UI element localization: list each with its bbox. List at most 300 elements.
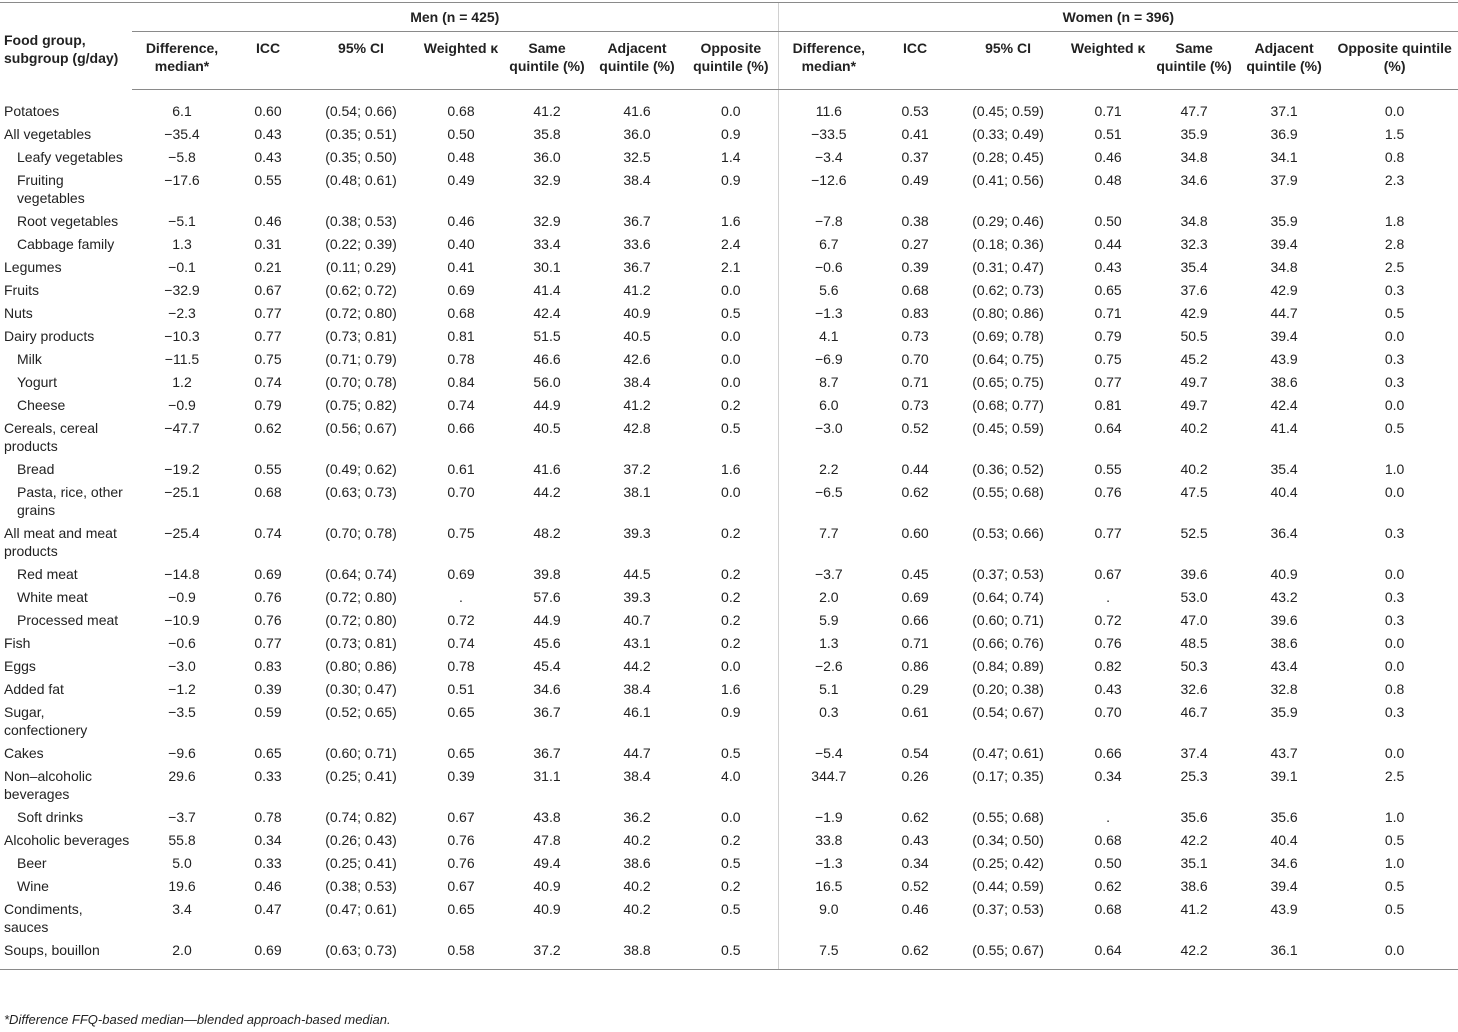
women-value-cell: (0.34; 0.50) bbox=[972, 832, 1044, 848]
women-value-cell: 41.2 bbox=[1180, 901, 1208, 917]
food-group-name: Milk bbox=[17, 351, 42, 367]
men-value-cell: (0.64; 0.74) bbox=[325, 566, 397, 582]
women-value-cell: 43.2 bbox=[1270, 589, 1298, 605]
men-value-cell: 0.69 bbox=[447, 282, 475, 298]
women-value-cell: (0.44; 0.59) bbox=[972, 878, 1044, 894]
women-value-cell: 42.9 bbox=[1270, 282, 1298, 298]
women-col-header-3: 95% CI bbox=[951, 32, 1065, 90]
women-value-cell: 0.8 bbox=[1384, 149, 1405, 165]
men-value-cell: 0.46 bbox=[447, 213, 475, 229]
women-value-cell: (0.64; 0.74) bbox=[972, 589, 1044, 605]
women-value-cell: 37.4 bbox=[1180, 745, 1208, 761]
women-value-cell: 0.48 bbox=[1094, 172, 1122, 188]
men-value-cell: −2.3 bbox=[168, 305, 196, 321]
women-value-cell: 32.8 bbox=[1270, 681, 1298, 697]
women-value-cell: (0.25; 0.42) bbox=[972, 855, 1044, 871]
men-value-cell: (0.48; 0.61) bbox=[325, 172, 397, 188]
men-value-cell: −35.4 bbox=[164, 126, 200, 142]
women-value-cell: 0.3 bbox=[1384, 525, 1405, 541]
women-value-cell: −1.3 bbox=[778, 851, 879, 874]
women-value-cell: 0.60 bbox=[901, 525, 929, 541]
women-value-cell: (0.60; 0.71) bbox=[972, 612, 1044, 628]
women-value-cell: 0.55 bbox=[1094, 461, 1122, 477]
food-group-name: Processed meat bbox=[17, 612, 119, 628]
table-row bbox=[0, 168, 1458, 209]
food-group-name: Root vegetables bbox=[17, 213, 119, 229]
men-value-cell: 0.69 bbox=[447, 566, 475, 582]
men-value-cell: 0.55 bbox=[254, 461, 282, 477]
men-value-cell: 0.50 bbox=[447, 126, 475, 142]
food-group-name: Yogurt bbox=[17, 374, 57, 390]
men-value-cell: 0.5 bbox=[721, 855, 741, 871]
women-value-cell: 32.6 bbox=[1180, 681, 1208, 697]
men-value-cell: 37.2 bbox=[504, 938, 590, 970]
men-value-cell: (0.47; 0.61) bbox=[325, 901, 397, 917]
women-col-header-2: ICC bbox=[879, 32, 951, 90]
men-value-cell: 41.6 bbox=[533, 461, 561, 477]
food-group-name: Potatoes bbox=[4, 102, 60, 119]
women-value-cell: 0.45 bbox=[901, 566, 929, 582]
men-value-cell: −11.5 bbox=[164, 351, 200, 367]
men-value-cell: 0.62 bbox=[254, 420, 282, 436]
table-row bbox=[0, 608, 1458, 631]
women-value-cell: 39.4 bbox=[1270, 878, 1298, 894]
men-value-cell: (0.30; 0.47) bbox=[325, 681, 397, 697]
men-value-cell: 38.4 bbox=[623, 768, 651, 784]
women-value-cell: 52.5 bbox=[1180, 525, 1208, 541]
women-value-cell: 36.9 bbox=[1270, 126, 1298, 142]
women-value-cell: 33.8 bbox=[778, 828, 879, 851]
table-row bbox=[0, 938, 1458, 970]
women-value-cell: 42.4 bbox=[1270, 397, 1298, 413]
men-col-header-2: ICC bbox=[232, 32, 304, 90]
men-value-cell: 48.2 bbox=[533, 525, 561, 541]
women-value-cell: 0.5 bbox=[1384, 420, 1405, 436]
women-value-cell: 42.9 bbox=[1180, 305, 1208, 321]
women-value-cell: 0.34 bbox=[901, 855, 929, 871]
men-value-cell: 0.74 bbox=[447, 397, 475, 413]
men-value-cell: 0.75 bbox=[447, 525, 475, 541]
women-col-header-1: Difference, median* bbox=[778, 32, 879, 90]
men-value-cell: 0.79 bbox=[254, 397, 282, 413]
men-value-cell: 0.0 bbox=[721, 282, 741, 298]
food-group-name: Cabbage family bbox=[17, 236, 115, 252]
men-value-cell: (0.38; 0.53) bbox=[325, 878, 397, 894]
men-value-cell: 0.48 bbox=[447, 149, 475, 165]
women-col-header-6: Adjacent quintile (%) bbox=[1237, 32, 1331, 90]
women-value-cell: (0.41; 0.56) bbox=[972, 172, 1044, 188]
food-group-table bbox=[0, 2, 1458, 970]
men-value-cell: 56.0 bbox=[533, 374, 561, 390]
men-value-cell: 41.2 bbox=[623, 282, 651, 298]
men-value-cell: 0.68 bbox=[447, 305, 475, 321]
women-value-cell: 0.5 bbox=[1384, 878, 1405, 894]
women-value-cell: 0.3 bbox=[1384, 589, 1405, 605]
men-value-cell: 40.5 bbox=[623, 328, 651, 344]
women-value-cell: 1.3 bbox=[778, 631, 879, 654]
women-value-cell: 0.46 bbox=[901, 901, 929, 917]
men-value-cell: 0.0 bbox=[721, 328, 741, 344]
men-value-cell: (0.26; 0.43) bbox=[325, 832, 397, 848]
women-value-cell: (0.54; 0.67) bbox=[972, 704, 1044, 720]
men-value-cell: 42.4 bbox=[533, 305, 561, 321]
men-value-cell: 55.8 bbox=[168, 832, 196, 848]
men-value-cell: 42.8 bbox=[623, 420, 651, 436]
men-value-cell: 46.1 bbox=[623, 704, 651, 720]
men-value-cell: 40.9 bbox=[533, 901, 561, 917]
men-value-cell: 0.59 bbox=[254, 704, 282, 720]
men-col-header-7: Opposite quintile (%) bbox=[684, 32, 778, 90]
women-value-cell: −33.5 bbox=[778, 122, 879, 145]
men-value-cell: 0.2 bbox=[721, 525, 741, 541]
men-col-header-6: Adjacent quintile (%) bbox=[590, 32, 684, 90]
men-value-cell: 31.1 bbox=[533, 768, 561, 784]
men-value-cell: 2.4 bbox=[721, 236, 741, 252]
men-value-cell: 0.5 bbox=[721, 305, 741, 321]
women-value-cell: 6.0 bbox=[778, 393, 879, 416]
men-value-cell: 0.51 bbox=[447, 681, 475, 697]
table-row bbox=[0, 145, 1458, 168]
men-col-header-1: Difference, median* bbox=[132, 32, 232, 90]
men-col-header-4: Weighted κ bbox=[418, 32, 504, 90]
women-value-cell: 9.0 bbox=[778, 897, 879, 938]
men-value-cell: 0.0 bbox=[721, 374, 741, 390]
men-value-cell: 0.84 bbox=[447, 374, 475, 390]
food-group-name: Condiments, sauces bbox=[4, 901, 83, 935]
women-value-cell: 0.0 bbox=[1384, 745, 1405, 761]
women-col-header-4: Weighted κ bbox=[1065, 32, 1151, 90]
men-value-cell: 0.66 bbox=[447, 420, 475, 436]
women-value-cell: 38.6 bbox=[1270, 374, 1298, 390]
women-value-cell: 37.6 bbox=[1180, 282, 1208, 298]
women-value-cell: 0.82 bbox=[1094, 658, 1122, 674]
women-value-cell: 5.6 bbox=[778, 278, 879, 301]
men-value-cell: 41.2 bbox=[623, 397, 651, 413]
men-value-cell: 0.78 bbox=[447, 351, 475, 367]
women-value-cell: 7.5 bbox=[778, 938, 879, 970]
table-row bbox=[0, 324, 1458, 347]
men-value-cell: 0.33 bbox=[254, 768, 282, 784]
women-value-cell: (0.29; 0.46) bbox=[972, 213, 1044, 229]
men-value-cell: (0.72; 0.80) bbox=[325, 305, 397, 321]
women-value-cell: 0.64 bbox=[1065, 938, 1151, 970]
men-value-cell: 0.2 bbox=[721, 635, 741, 651]
men-col-header-3: 95% CI bbox=[304, 32, 418, 90]
men-value-cell: −3.7 bbox=[168, 809, 196, 825]
women-value-cell: (0.53; 0.66) bbox=[972, 525, 1044, 541]
men-value-cell: 5.0 bbox=[172, 855, 192, 871]
women-value-cell: 0.0 bbox=[1384, 484, 1405, 500]
women-value-cell: (0.80; 0.86) bbox=[972, 305, 1044, 321]
men-value-cell: 33.4 bbox=[533, 236, 561, 252]
column-subheader-row bbox=[0, 32, 1458, 90]
food-group-name: White meat bbox=[17, 589, 88, 605]
men-value-cell: 0.5 bbox=[721, 420, 741, 436]
women-value-cell: 0.62 bbox=[901, 809, 929, 825]
women-value-cell: 0.0 bbox=[1384, 397, 1405, 413]
food-group-name: Red meat bbox=[17, 566, 78, 582]
women-col-header-7: Opposite quintile (%) bbox=[1331, 32, 1458, 90]
food-group-name: All meat and meat products bbox=[4, 525, 117, 559]
women-value-cell: 0.68 bbox=[1094, 832, 1122, 848]
men-value-cell: 0.46 bbox=[254, 878, 282, 894]
men-value-cell: 42.6 bbox=[623, 351, 651, 367]
women-value-cell: (0.65; 0.75) bbox=[972, 374, 1044, 390]
table-row bbox=[0, 90, 1458, 123]
men-value-cell: 19.6 bbox=[168, 878, 196, 894]
women-value-cell: 0.50 bbox=[1094, 213, 1122, 229]
table-row bbox=[0, 631, 1458, 654]
food-group-name: Leafy vegetables bbox=[17, 149, 123, 165]
women-value-cell: 48.5 bbox=[1180, 635, 1208, 651]
men-value-cell: (0.75; 0.82) bbox=[325, 397, 397, 413]
women-value-cell: 42.2 bbox=[1151, 938, 1237, 970]
women-value-cell: 0.52 bbox=[901, 420, 929, 436]
men-value-cell: 0.74 bbox=[254, 374, 282, 390]
men-value-cell: (0.73; 0.81) bbox=[325, 328, 397, 344]
men-value-cell: 36.0 bbox=[533, 149, 561, 165]
women-value-cell: 43.4 bbox=[1270, 658, 1298, 674]
women-value-cell: 11.6 bbox=[778, 90, 879, 123]
women-value-cell: 0.5 bbox=[1384, 305, 1405, 321]
women-value-cell: 0.76 bbox=[1094, 484, 1122, 500]
women-value-cell: 0.71 bbox=[1094, 103, 1122, 119]
women-value-cell: 4.1 bbox=[778, 324, 879, 347]
women-value-cell: 0.49 bbox=[901, 172, 929, 188]
women-value-cell: 0.3 bbox=[1384, 351, 1405, 367]
men-value-cell: 45.4 bbox=[533, 658, 561, 674]
women-value-cell: 36.1 bbox=[1237, 938, 1331, 970]
women-value-cell: (0.69; 0.78) bbox=[972, 328, 1044, 344]
women-value-cell: 53.0 bbox=[1180, 589, 1208, 605]
women-value-cell: 0.71 bbox=[901, 635, 929, 651]
men-value-cell: 0.60 bbox=[254, 103, 282, 119]
women-value-cell: 49.7 bbox=[1180, 374, 1208, 390]
table-row bbox=[0, 457, 1458, 480]
men-value-cell: 45.6 bbox=[533, 635, 561, 651]
food-group-name: Cereals, cereal products bbox=[4, 420, 99, 454]
men-value-cell: 0.76 bbox=[254, 612, 282, 628]
men-value-cell: −3.0 bbox=[168, 658, 196, 674]
women-value-cell: 0.44 bbox=[1094, 236, 1122, 252]
men-value-cell: (0.63; 0.73) bbox=[325, 484, 397, 500]
women-value-cell: 37.9 bbox=[1270, 172, 1298, 188]
women-value-cell: 0.81 bbox=[1094, 397, 1122, 413]
women-value-cell: (0.18; 0.36) bbox=[972, 236, 1044, 252]
men-value-cell: −5.1 bbox=[168, 213, 196, 229]
food-group-name: Wine bbox=[17, 878, 49, 894]
women-value-cell: 0.61 bbox=[901, 704, 929, 720]
men-value-cell: 40.2 bbox=[623, 901, 651, 917]
women-value-cell: 43.9 bbox=[1270, 901, 1298, 917]
men-value-cell: 44.2 bbox=[623, 658, 651, 674]
women-value-cell: 45.2 bbox=[1180, 351, 1208, 367]
women-value-cell: 0.3 bbox=[1384, 282, 1405, 298]
women-value-cell: 0.0 bbox=[1384, 635, 1405, 651]
women-value-cell: (0.28; 0.45) bbox=[972, 149, 1044, 165]
table-header bbox=[0, 3, 1458, 90]
men-value-cell: 0.0 bbox=[721, 658, 741, 674]
food-group-name: Fish bbox=[4, 635, 31, 651]
men-value-cell: (0.49; 0.62) bbox=[325, 461, 397, 477]
food-group-name: Soups, bouillon bbox=[0, 938, 132, 970]
men-value-cell: 44.9 bbox=[533, 612, 561, 628]
men-value-cell: 0.76 bbox=[254, 589, 282, 605]
table-row bbox=[0, 480, 1458, 521]
men-value-cell: (0.70; 0.78) bbox=[325, 525, 397, 541]
women-group-header: Women (n = 396) bbox=[778, 3, 1458, 32]
men-value-cell: 0.49 bbox=[447, 172, 475, 188]
men-value-cell: 0.2 bbox=[721, 566, 741, 582]
men-value-cell: (0.72; 0.80) bbox=[325, 589, 397, 605]
men-value-cell: 38.6 bbox=[623, 855, 651, 871]
men-value-cell: 0.72 bbox=[447, 612, 475, 628]
women-value-cell: 39.6 bbox=[1180, 566, 1208, 582]
table-row bbox=[0, 585, 1458, 608]
women-value-cell: 2.2 bbox=[778, 457, 879, 480]
women-value-cell: 0.0 bbox=[1384, 658, 1405, 674]
men-value-cell: (0.56; 0.67) bbox=[325, 420, 397, 436]
women-value-cell: 34.6 bbox=[1180, 172, 1208, 188]
women-value-cell: −7.8 bbox=[778, 209, 879, 232]
women-value-cell: 0.5 bbox=[1384, 901, 1405, 917]
men-value-cell: 0.65 bbox=[254, 745, 282, 761]
women-value-cell: 34.1 bbox=[1270, 149, 1298, 165]
women-col-header-5: Same quintile (%) bbox=[1151, 32, 1237, 90]
men-value-cell: 0.33 bbox=[254, 855, 282, 871]
men-value-cell: 0.5 bbox=[721, 901, 741, 917]
men-value-cell: 40.5 bbox=[533, 420, 561, 436]
women-value-cell: 35.6 bbox=[1270, 809, 1298, 825]
women-value-cell: 47.0 bbox=[1180, 612, 1208, 628]
women-value-cell: 8.7 bbox=[778, 370, 879, 393]
men-value-cell: 0.78 bbox=[254, 809, 282, 825]
women-value-cell: (0.31; 0.47) bbox=[972, 259, 1044, 275]
men-value-cell: −25.4 bbox=[164, 525, 200, 541]
men-value-cell: 0.65 bbox=[447, 901, 475, 917]
women-value-cell: 0.71 bbox=[901, 374, 929, 390]
women-value-cell: −1.3 bbox=[778, 301, 879, 324]
women-value-cell: 0.66 bbox=[901, 612, 929, 628]
men-value-cell: 39.3 bbox=[623, 589, 651, 605]
women-value-cell: (0.55; 0.68) bbox=[972, 809, 1044, 825]
men-value-cell: 40.9 bbox=[533, 878, 561, 894]
women-value-cell: 0.67 bbox=[1094, 566, 1122, 582]
women-value-cell: 47.7 bbox=[1180, 103, 1208, 119]
table-row bbox=[0, 874, 1458, 897]
women-value-cell: 35.9 bbox=[1180, 126, 1208, 142]
men-value-cell: 36.0 bbox=[623, 126, 651, 142]
men-value-cell: 38.1 bbox=[623, 484, 651, 500]
men-value-cell: (0.25; 0.41) bbox=[325, 768, 397, 784]
table-row bbox=[0, 255, 1458, 278]
women-value-cell: 34.8 bbox=[1180, 213, 1208, 229]
men-value-cell: 36.7 bbox=[533, 704, 561, 720]
women-value-cell: 7.7 bbox=[778, 521, 879, 562]
men-value-cell: −0.1 bbox=[168, 259, 196, 275]
table-row bbox=[0, 209, 1458, 232]
women-value-cell: −2.6 bbox=[778, 654, 879, 677]
men-value-cell: 0.9 bbox=[721, 704, 741, 720]
men-value-cell: 0.83 bbox=[254, 658, 282, 674]
men-value-cell: 0.67 bbox=[447, 878, 475, 894]
women-value-cell: 0.62 bbox=[901, 484, 929, 500]
men-value-cell: −3.5 bbox=[168, 704, 196, 720]
women-value-cell: 0.79 bbox=[1094, 328, 1122, 344]
women-value-cell: 34.6 bbox=[1270, 855, 1298, 871]
men-value-cell: 44.5 bbox=[623, 566, 651, 582]
men-value-cell: 0.74 bbox=[447, 635, 475, 651]
men-value-cell: 0.77 bbox=[254, 635, 282, 651]
men-value-cell: 40.2 bbox=[623, 878, 651, 894]
women-value-cell: 0.66 bbox=[1094, 745, 1122, 761]
men-value-cell: (0.70; 0.78) bbox=[325, 374, 397, 390]
men-value-cell: 36.7 bbox=[533, 745, 561, 761]
men-value-cell: 0.0 bbox=[721, 484, 741, 500]
men-value-cell: 0.43 bbox=[254, 126, 282, 142]
men-value-cell: −17.6 bbox=[164, 172, 200, 188]
footnote: *Difference FFQ-based median—blended approach-based median. bbox=[4, 1012, 391, 1027]
men-value-cell: 36.2 bbox=[623, 809, 651, 825]
food-group-name: Sugar, confectionery bbox=[4, 704, 88, 738]
men-value-cell: (0.73; 0.81) bbox=[325, 635, 397, 651]
women-value-cell: 344.7 bbox=[778, 764, 879, 805]
women-value-cell: 0.75 bbox=[1094, 351, 1122, 367]
men-col-header-5: Same quintile (%) bbox=[504, 32, 590, 90]
men-value-cell: 34.6 bbox=[533, 681, 561, 697]
women-value-cell: 46.7 bbox=[1180, 704, 1208, 720]
men-value-cell: 0.2 bbox=[721, 397, 741, 413]
men-value-cell: −0.9 bbox=[168, 397, 196, 413]
food-group-name: Non–alcoholic beverages bbox=[4, 768, 92, 802]
table-row bbox=[0, 828, 1458, 851]
women-value-cell: 2.5 bbox=[1384, 768, 1405, 784]
men-value-cell: −10.9 bbox=[164, 612, 200, 628]
women-value-cell: . bbox=[1106, 809, 1111, 825]
table-row bbox=[0, 393, 1458, 416]
food-group-name: Bread bbox=[17, 461, 55, 477]
women-value-cell: 0.54 bbox=[901, 745, 929, 761]
women-value-cell: 36.4 bbox=[1270, 525, 1298, 541]
food-group-name: Beer bbox=[17, 855, 47, 871]
men-value-cell: 0.46 bbox=[254, 213, 282, 229]
men-value-cell: 0.9 bbox=[721, 126, 741, 142]
women-value-cell: 0.50 bbox=[1094, 855, 1122, 871]
food-group-name: Soft drinks bbox=[17, 809, 84, 825]
women-value-cell: 5.9 bbox=[778, 608, 879, 631]
men-value-cell: 0.47 bbox=[254, 901, 282, 917]
women-value-cell: 0.0 bbox=[1331, 938, 1458, 970]
men-value-cell: 40.9 bbox=[623, 305, 651, 321]
women-value-cell: 0.70 bbox=[901, 351, 929, 367]
men-value-cell: 0.77 bbox=[254, 305, 282, 321]
men-value-cell: 0.9 bbox=[721, 172, 741, 188]
men-value-cell: 38.8 bbox=[590, 938, 684, 970]
women-value-cell: 0.72 bbox=[1094, 612, 1122, 628]
food-group-name: Cheese bbox=[17, 397, 66, 413]
men-value-cell: −10.3 bbox=[164, 328, 200, 344]
women-value-cell: 0.68 bbox=[901, 282, 929, 298]
table-row bbox=[0, 278, 1458, 301]
women-value-cell: 35.1 bbox=[1180, 855, 1208, 871]
men-value-cell: 36.7 bbox=[623, 259, 651, 275]
men-value-cell: −9.6 bbox=[168, 745, 196, 761]
men-value-cell: 0.74 bbox=[254, 525, 282, 541]
women-value-cell: 0.77 bbox=[1094, 525, 1122, 541]
women-value-cell: 0.83 bbox=[901, 305, 929, 321]
men-value-cell: 39.8 bbox=[533, 566, 561, 582]
men-value-cell: 32.5 bbox=[623, 149, 651, 165]
